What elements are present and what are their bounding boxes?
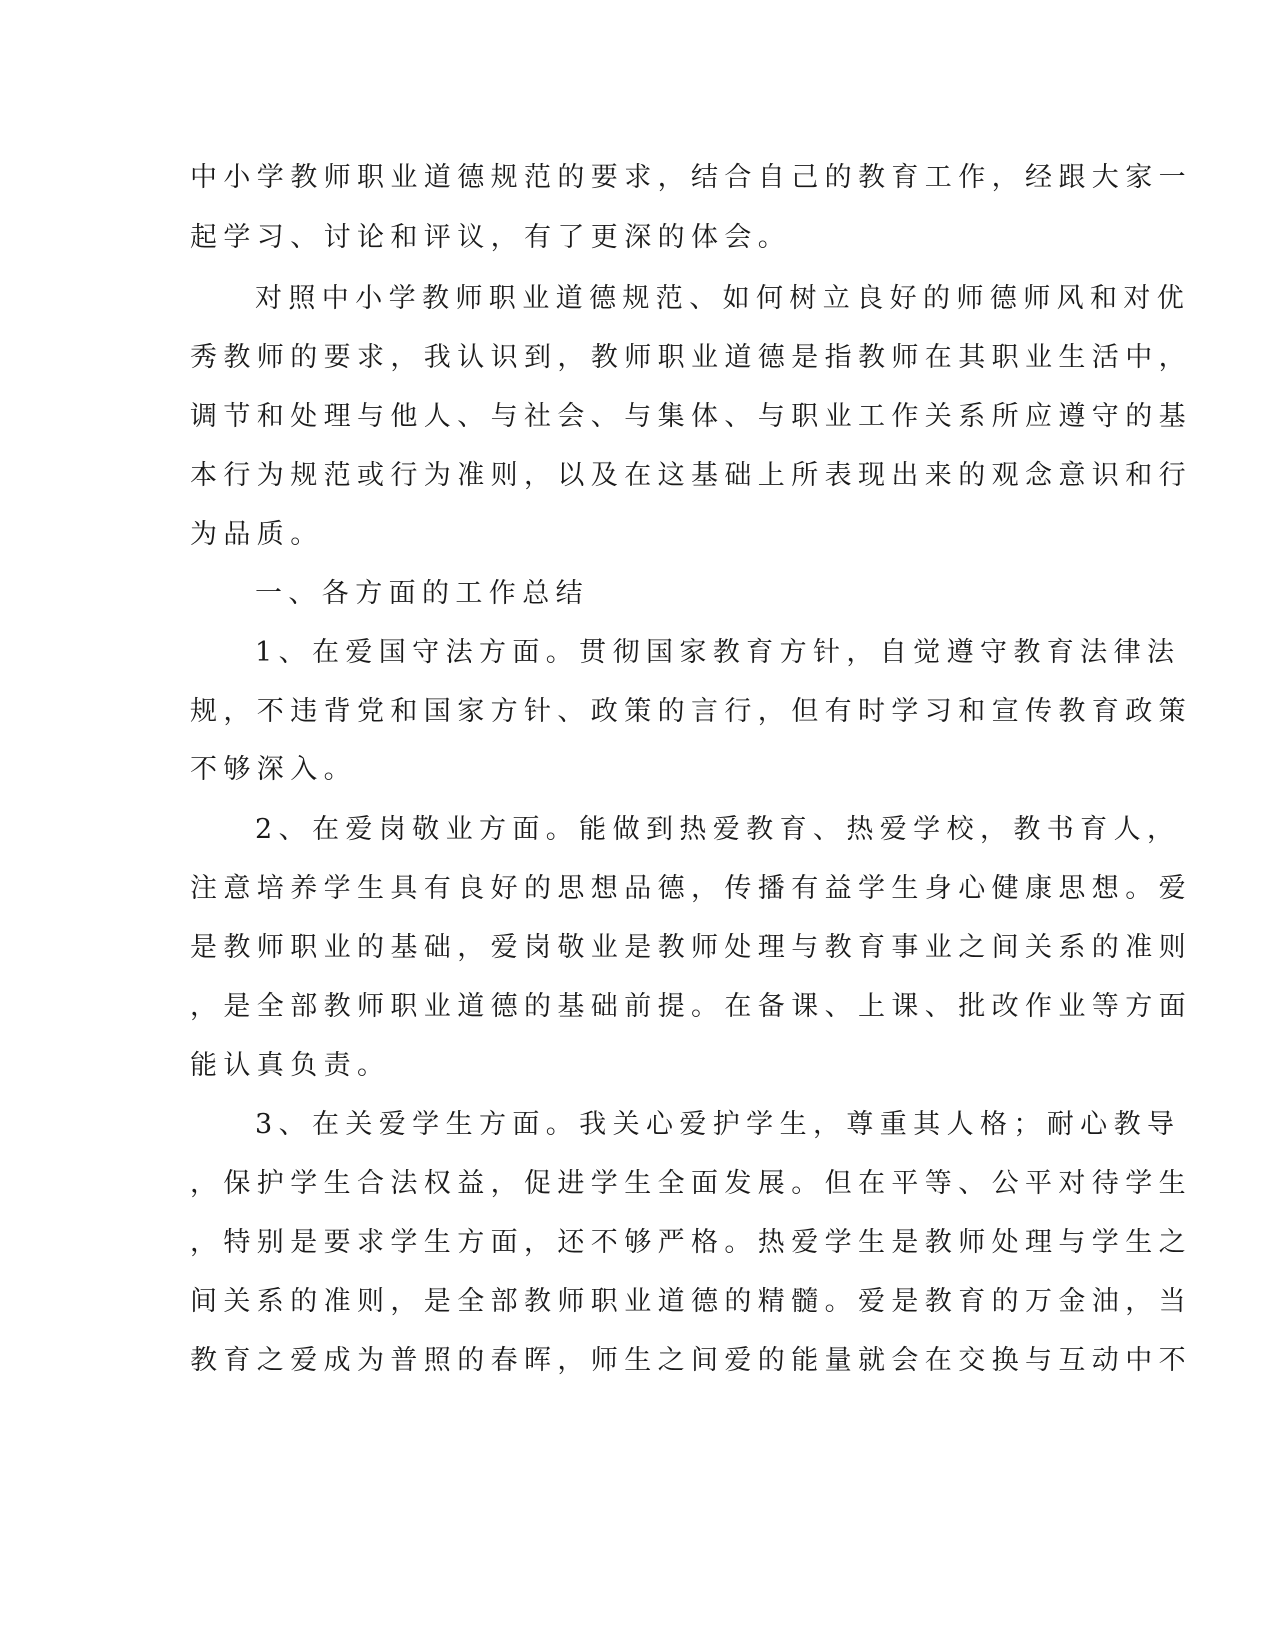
text-line: 教育之爱成为普照的春晖，师生之间爱的能量就会在交换与互动中不	[190, 1345, 1192, 1376]
text-line: ，是全部教师职业道德的基础前提。在备课、上课、批改作业等方面	[190, 991, 1192, 1022]
text-line: 起学习、讨论和评议，有了更深的体会。	[190, 222, 792, 253]
text-line: ，保护学生合法权益，促进学生全面发展。但在平等、公平对待学生	[190, 1168, 1192, 1199]
text-line: 为品质。	[190, 519, 324, 550]
paragraph-first-line: 3、在关爱学生方面。我关心爱护学生，尊重其人格；耐心教导	[255, 1109, 1181, 1140]
text-line: 调节和处理与他人、与社会、与集体、与职业工作关系所应遵守的基	[190, 401, 1192, 432]
text-line: 注意培养学生具有良好的思想品德，传播有益学生身心健康思想。爱	[190, 873, 1192, 904]
text-line: 秀教师的要求，我认识到，教师职业道德是指教师在其职业生活中，	[190, 342, 1192, 373]
text-line: 间关系的准则，是全部教师职业道德的精髓。爱是教育的万金油，当	[190, 1286, 1192, 1317]
paragraph-first-line: 2、在爱岗敬业方面。能做到热爱教育、热爱学校，教书育人，	[255, 814, 1181, 845]
text-line: 是教师职业的基础，爱岗敬业是教师处理与教育事业之间关系的准则	[190, 932, 1192, 963]
text-line: 本行为规范或行为准则，以及在这基础上所表现出来的观念意识和行	[190, 460, 1192, 491]
text-line: 中小学教师职业道德规范的要求，结合自己的教育工作，经跟大家一	[190, 162, 1192, 193]
paragraph-first-line: 1、在爱国守法方面。贯彻国家教育方针，自觉遵守教育法律法	[255, 637, 1181, 668]
text-line: ，特别是要求学生方面，还不够严格。热爱学生是教师处理与学生之	[190, 1227, 1192, 1258]
text-line: 规，不违背党和国家方针、政策的言行，但有时学习和宣传教育政策	[190, 696, 1192, 727]
section-heading: 一、各方面的工作总结	[255, 578, 589, 609]
paragraph-first-line: 对照中小学教师职业道德规范、如何树立良好的师德师风和对优	[255, 283, 1191, 314]
text-line: 能认真负责。	[190, 1050, 391, 1081]
text-line: 不够深入。	[190, 754, 357, 785]
